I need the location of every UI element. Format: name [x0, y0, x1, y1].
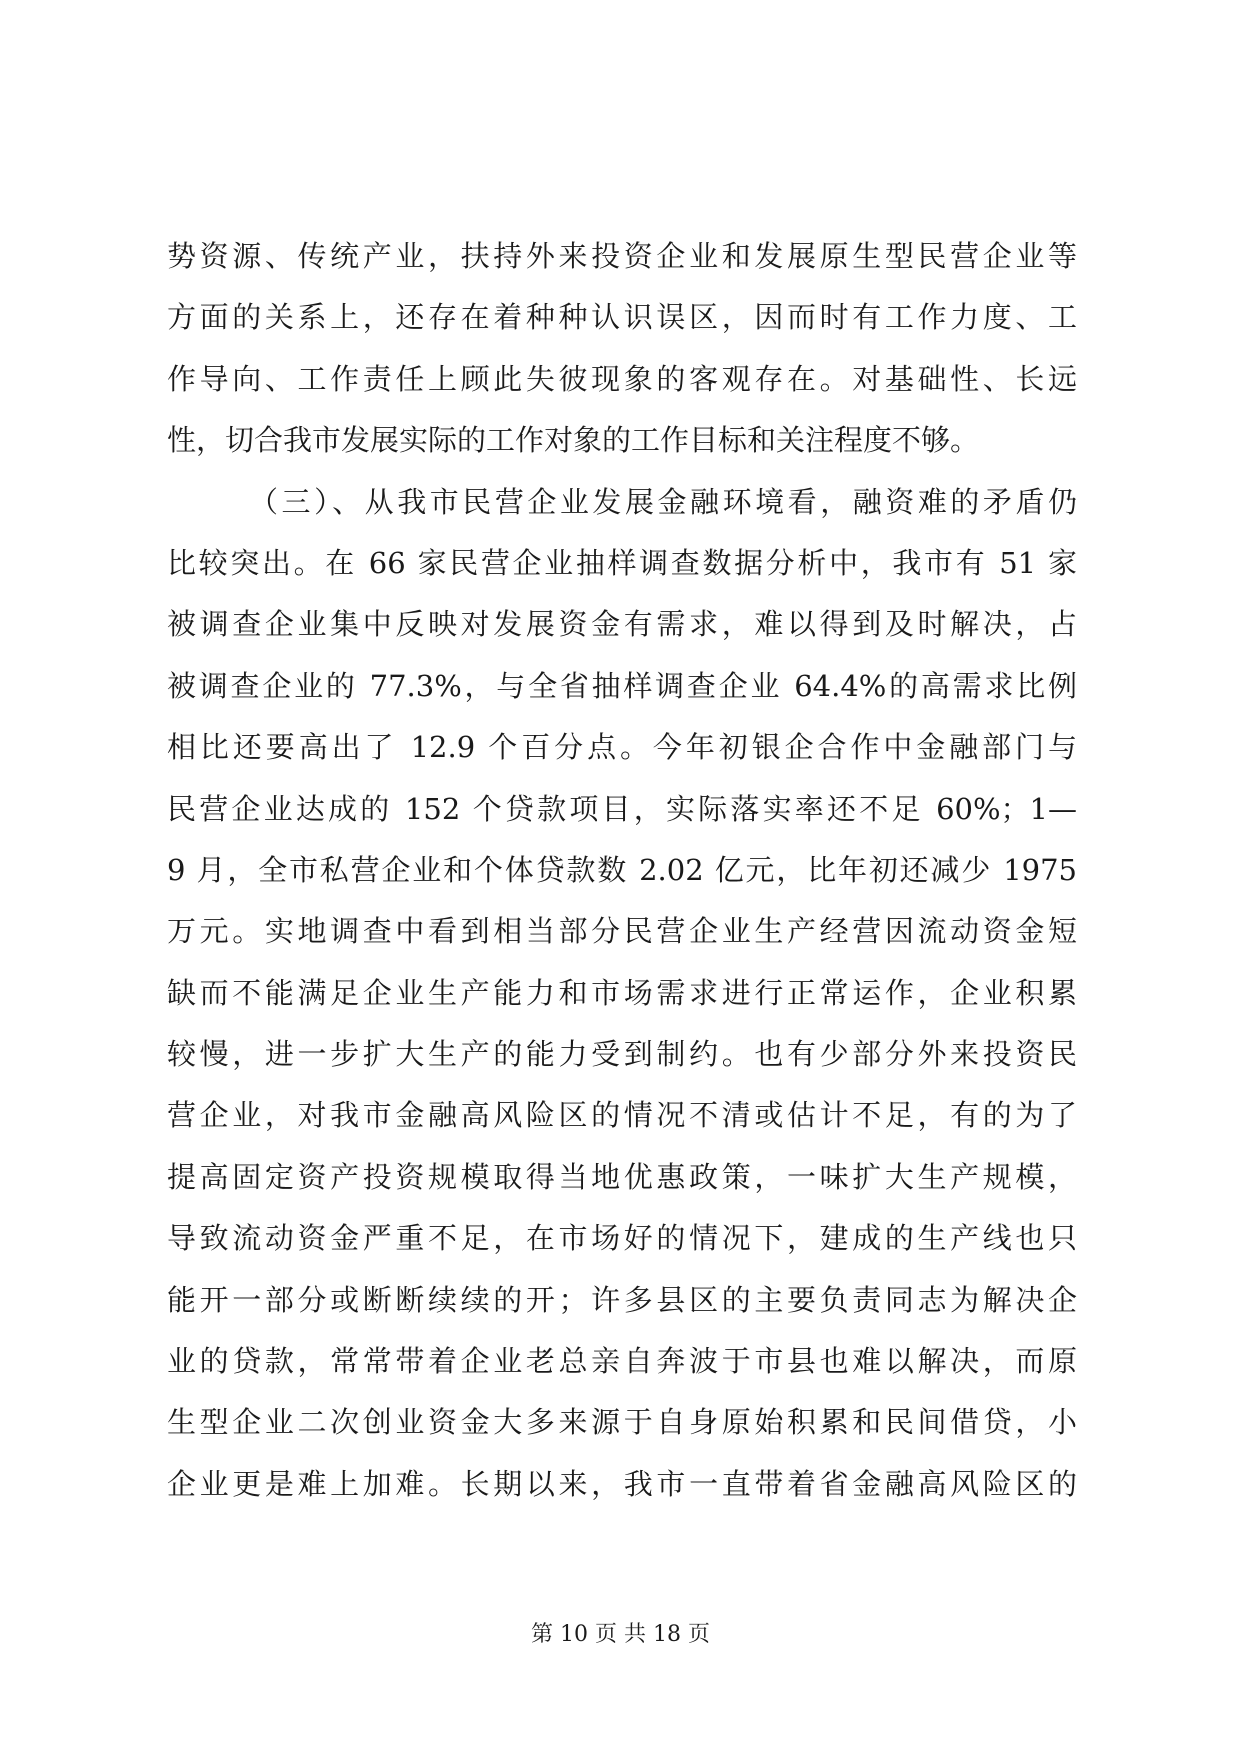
text-line: 业的贷款，常常带着企业老总亲自奔波于市县也难以解决，而原 — [167, 1344, 1077, 1379]
text-line: 性，切合我市发展实际的工作对象的工作目标和关注程度不够。 — [167, 423, 980, 458]
text-line: （三）、从我市民营企业发展金融环境看，融资难的矛盾仍 — [249, 484, 1077, 519]
text-line: 导致流动资金严重不足，在市场好的情况下，建成的生产线也只 — [167, 1221, 1077, 1256]
text-line: 方面的关系上，还存在着种种认识误区，因而时有工作力度、工 — [167, 300, 1077, 335]
page-number-footer: 第 10 页 共 18 页 — [531, 1622, 710, 1647]
paragraph-1 — [167, 226, 1077, 472]
text-line: 比较突出。在 66 家民营企业抽样调查数据分析中，我市有 51 家 — [167, 545, 1077, 580]
text-line: 民营企业达成的 152 个贷款项目，实际落实率还不足 60%；1— — [167, 791, 1077, 826]
text-line: 生型企业二次创业资金大多来源于自身原始积累和民间借贷，小 — [167, 1405, 1077, 1440]
text-line: 被调查企业的 77.3%，与全省抽样调查企业 64.4%的高需求比例 — [167, 668, 1077, 703]
text-line: 缺而不能满足企业生产能力和市场需求进行正常运作，企业积累 — [167, 975, 1077, 1010]
text-line: 作导向、工作责任上顾此失彼现象的客观存在。对基础性、长远 — [167, 361, 1077, 396]
paragraph-2 — [167, 472, 1077, 1516]
text-line: 势资源、传统产业，扶持外来投资企业和发展原生型民营企业等 — [167, 239, 1077, 273]
text-line: 企业更是难上加难。长期以来，我市一直带着省金融高风险区的 — [167, 1466, 1077, 1501]
text-line: 较慢，进一步扩大生产的能力受到制约。也有少部分外来投资民 — [167, 1037, 1077, 1072]
text-line: 能开一部分或断断续续的开；许多县区的主要负责同志为解决企 — [167, 1282, 1077, 1317]
text-line: 营企业，对我市金融高风险区的情况不清或估计不足，有的为了 — [167, 1098, 1077, 1133]
text-line: 9 月，全市私营企业和个体贷款数 2.02 亿元，比年初还减少 1975 — [167, 852, 1077, 887]
text-line: 被调查企业集中反映对发展资金有需求，难以得到及时解决，占 — [167, 607, 1077, 642]
document-body — [167, 226, 1077, 1515]
text-line: 提高固定资产投资规模取得当地优惠政策，一味扩大生产规模， — [167, 1159, 1077, 1194]
text-line: 相比还要高出了 12.9 个百分点。今年初银企合作中金融部门与 — [167, 730, 1077, 765]
text-line: 万元。实地调查中看到相当部分民营企业生产经营因流动资金短 — [167, 914, 1077, 949]
